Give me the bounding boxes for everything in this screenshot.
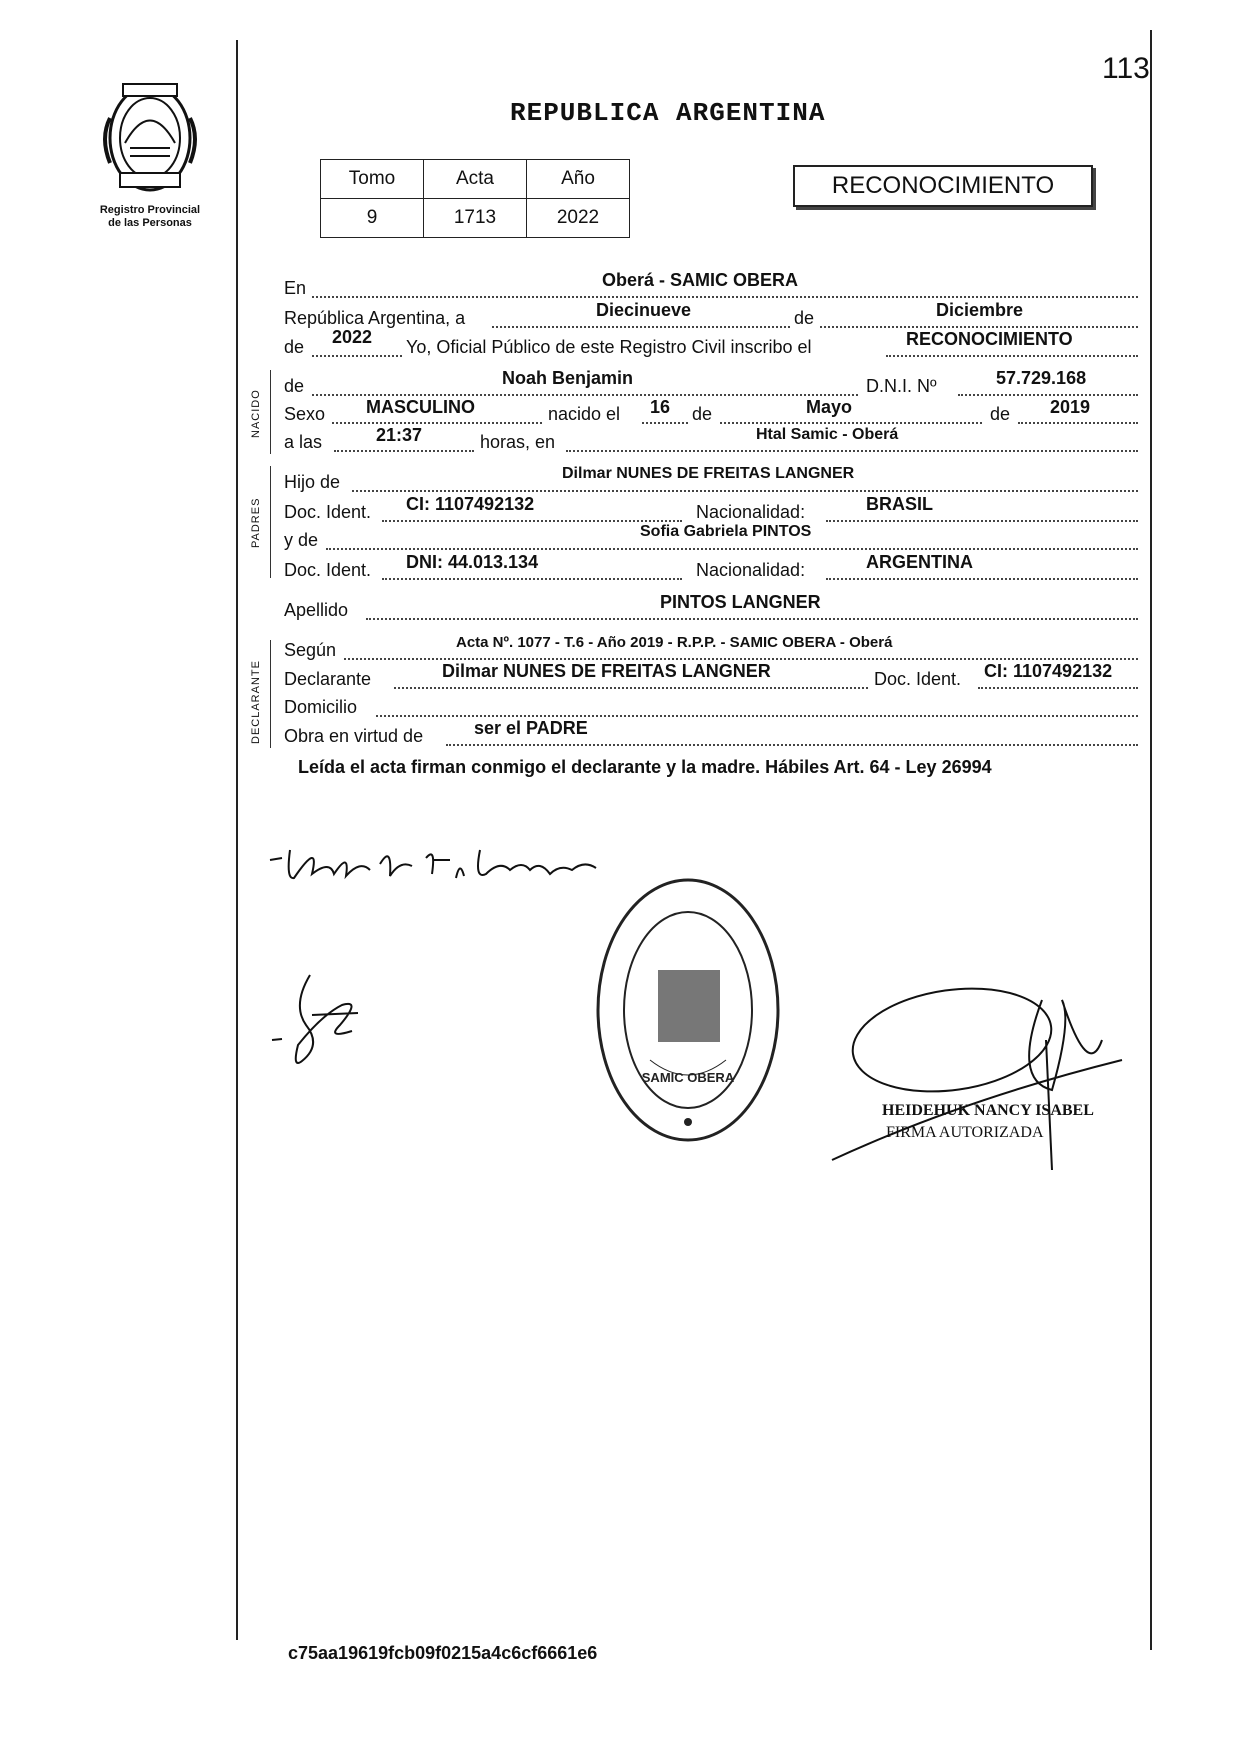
domicilio-label: Domicilio bbox=[284, 697, 358, 717]
tipo-acta: RECONOCIMIENTO bbox=[906, 329, 1073, 349]
section-bracket bbox=[270, 370, 271, 454]
dotted-line bbox=[366, 618, 1138, 620]
dotted-line bbox=[344, 658, 1138, 660]
padre-nacionalidad: BRASIL bbox=[866, 494, 933, 514]
anio-acta: 2022 bbox=[332, 327, 373, 347]
dotted-line bbox=[826, 578, 1138, 580]
declarante-nombre: Dilmar NUNES DE FREITAS LANGNER bbox=[442, 661, 771, 681]
act-type-box: RECONOCIMIENTO bbox=[793, 165, 1093, 207]
padre-doc: CI: 1107492132 bbox=[406, 494, 535, 514]
dotted-line bbox=[394, 687, 868, 689]
apellido-value: PINTOS LANGNER bbox=[660, 592, 821, 612]
official-stamp bbox=[588, 870, 788, 1150]
value-anio: 2022 bbox=[527, 199, 630, 238]
issuer-line-1: Registro Provincial bbox=[99, 204, 201, 216]
apellido-label: Apellido bbox=[284, 600, 349, 620]
oficial-text: Yo, Oficial Público de este Registro Civil inscribo el bbox=[406, 337, 812, 357]
dotted-line bbox=[642, 422, 688, 424]
obra-value: ser el PADRE bbox=[474, 718, 588, 738]
madre-doc: DNI: 44.013.134 bbox=[406, 552, 539, 572]
sexo-value: MASCULINO bbox=[366, 397, 475, 417]
dotted-line bbox=[312, 394, 858, 396]
declarante-label: Declarante bbox=[284, 669, 372, 689]
dotted-line bbox=[332, 422, 542, 424]
segun-label: Según bbox=[284, 640, 337, 660]
dotted-line bbox=[886, 355, 1138, 357]
segun-value: Acta Nº. 1077 - T.6 - Año 2019 - R.P.P. - SAMIC OBERA - Oberá bbox=[456, 634, 893, 651]
nac-de-label-2: de bbox=[692, 404, 713, 424]
side-label-declarante: DECLARANTE bbox=[250, 660, 262, 744]
sexo-label: Sexo bbox=[284, 404, 326, 424]
hijo-label: Hijo de bbox=[284, 472, 341, 492]
obra-label: Obra en virtud de bbox=[284, 726, 424, 746]
declarante-signature bbox=[260, 830, 610, 900]
stamp-center-text: SAMIC OBERA bbox=[641, 1070, 735, 1085]
side-label-nacido: NACIDO bbox=[250, 389, 262, 438]
dotted-line bbox=[826, 520, 1138, 522]
header-anio: Año bbox=[527, 160, 630, 199]
dni-label: D.N.I. Nº bbox=[866, 376, 937, 396]
province-seal-icon bbox=[95, 78, 205, 198]
de-label: de bbox=[790, 308, 818, 329]
nac-de-label: de bbox=[284, 376, 305, 396]
document-title: REPUBLICA ARGENTINA bbox=[510, 98, 826, 128]
madre-signature bbox=[262, 965, 382, 1075]
doc-label: Doc. Ident. bbox=[284, 502, 372, 522]
dotted-line bbox=[312, 296, 1138, 298]
nac-anio: 2019 bbox=[1050, 397, 1091, 417]
header-acta: Acta bbox=[424, 160, 527, 199]
nacido-label: nacido el bbox=[548, 404, 621, 424]
right-margin-line bbox=[1150, 30, 1152, 1650]
dotted-line bbox=[376, 715, 1138, 717]
dotted-line bbox=[446, 744, 1138, 746]
authorized-signature bbox=[812, 980, 1142, 1180]
dotted-line bbox=[334, 450, 474, 452]
dotted-line bbox=[382, 520, 682, 522]
value-acta: 1713 bbox=[424, 199, 527, 238]
padre-nombre: Dilmar NUNES DE FREITAS LANGNER bbox=[562, 465, 855, 482]
value-tomo: 9 bbox=[321, 199, 424, 238]
alas-label: a las bbox=[284, 432, 323, 452]
nombre-inscripto: Noah Benjamin bbox=[502, 368, 634, 388]
nac-mes: Mayo bbox=[806, 397, 853, 417]
closing-text: Leída el acta firman conmigo el declarante y la madre. Hábiles Art. 64 - Ley 26994 bbox=[298, 757, 992, 777]
section-bracket bbox=[270, 466, 271, 578]
doc-label-2: Doc. Ident. bbox=[284, 560, 372, 580]
dotted-line bbox=[566, 450, 1138, 452]
republica-label: República Argentina, a bbox=[284, 308, 466, 328]
dni-inscripto: 57.729.168 bbox=[996, 368, 1087, 388]
nac-dia: 16 bbox=[650, 397, 671, 417]
page-number: 113 bbox=[1102, 52, 1150, 85]
decl-doc-label: Doc. Ident. bbox=[874, 669, 962, 689]
issuer-line-2: de las Personas bbox=[108, 217, 192, 229]
mes-acta: Diciembre bbox=[936, 300, 1024, 320]
dia-acta: Diecinueve bbox=[596, 300, 692, 320]
hora-value: 21:37 bbox=[376, 425, 423, 445]
en-label: En bbox=[284, 278, 307, 298]
lugar-acta: Oberá - SAMIC OBERA bbox=[602, 270, 799, 290]
side-label-padres: PADRES bbox=[250, 497, 262, 548]
province-logo bbox=[80, 78, 220, 203]
registry-table bbox=[320, 159, 630, 238]
lugar-nacimiento: Htal Samic - Oberá bbox=[756, 426, 899, 443]
madre-nombre: Sofia Gabriela PINTOS bbox=[640, 523, 812, 540]
dotted-line bbox=[382, 578, 682, 580]
dotted-line bbox=[326, 548, 1138, 550]
document-hash: c75aa19619fcb09f0215a4c6cf6661e6 bbox=[288, 1643, 598, 1663]
issuer-name bbox=[70, 204, 230, 230]
declarante-doc: CI: 1107492132 bbox=[984, 661, 1113, 681]
de2-label: de bbox=[284, 337, 305, 357]
madre-nacionalidad: ARGENTINA bbox=[866, 552, 973, 572]
dotted-line bbox=[720, 422, 982, 424]
dotted-line bbox=[1018, 422, 1138, 424]
section-bracket bbox=[270, 640, 271, 748]
nac-de-label-3: de bbox=[990, 404, 1011, 424]
left-margin-line bbox=[236, 40, 238, 1640]
dotted-line bbox=[352, 490, 1138, 492]
dotted-line bbox=[312, 355, 402, 357]
yde-label: y de bbox=[284, 530, 319, 550]
nac-label: Nacionalidad: bbox=[696, 502, 806, 522]
dotted-line bbox=[958, 394, 1138, 396]
nac-label-2: Nacionalidad: bbox=[696, 560, 806, 580]
horas-label: horas, en bbox=[480, 432, 556, 452]
authorized-label: FIRMA AUTORIZADA bbox=[886, 1124, 1044, 1141]
header-tomo: Tomo bbox=[321, 160, 424, 199]
dotted-line bbox=[978, 687, 1138, 689]
authorized-name: HEIDEHUK NANCY ISABEL bbox=[882, 1102, 1094, 1119]
